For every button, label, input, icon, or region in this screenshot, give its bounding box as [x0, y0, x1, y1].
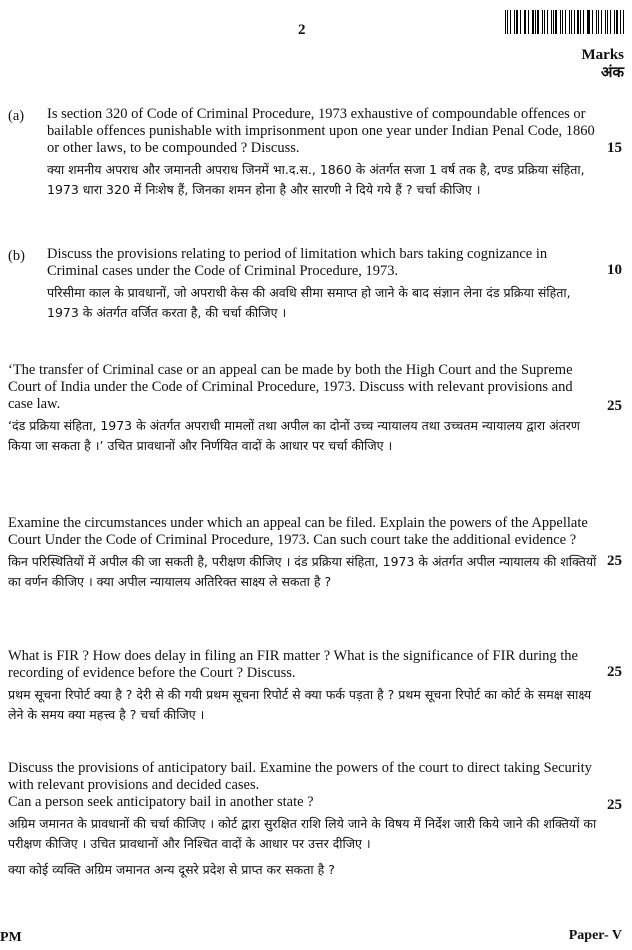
barcode-bar — [620, 10, 621, 34]
barcode-bar — [528, 10, 529, 34]
barcode-bar — [507, 10, 508, 34]
barcode-bar — [596, 10, 597, 34]
barcode-bar — [520, 10, 521, 34]
question-3 — [8, 515, 600, 592]
barcode-bar — [537, 10, 539, 34]
question-1b — [47, 246, 600, 323]
q4-hindi: प्रथम सूचना रिपोर्ट क्या है ? देरी से की गयी प्रथम सूचना रिपोर्ट से क्या फर्क पड़ता है ? प्रथम सूचना रिपोर्ट का कोर्ट के समक्ष साक्ष्य लेने के समय क्या महत्त्व है ? चर्चा कीजिए । — [8, 687, 592, 722]
barcode — [505, 10, 625, 34]
question-4 — [8, 648, 600, 725]
barcode-bar — [565, 10, 566, 34]
q2-english: ‘The transfer of Criminal case or an appeal can be made by both the High Court and the Supreme Court of India under the Code of Criminal Procedure, 1973. Discuss with relevant provisions and case law. — [8, 362, 573, 412]
barcode-bar — [592, 10, 593, 34]
barcode-bar — [516, 10, 518, 34]
q1a-marks: 15 — [607, 140, 622, 156]
q1b-hindi: परिसीमा काल के प्रावधानों, जो अपराधी केस की अवधि सीमा समाप्त हो जाने के बाद संज्ञान लेना दंड प्रक्रिया संहिता, 1973 के अंतर्गत वर्जित करता है, की चर्चा कीजिए । — [47, 285, 571, 320]
marks-header — [582, 46, 625, 82]
barcode-bar — [588, 10, 590, 34]
question-5 — [8, 760, 600, 880]
barcode-bar — [562, 10, 563, 34]
barcode-bar — [535, 10, 536, 34]
barcode-bar — [532, 10, 533, 34]
q1b-label: (b) — [8, 248, 25, 264]
barcode-bar — [560, 10, 562, 34]
barcode-bar — [601, 10, 602, 34]
barcode-bar — [616, 10, 618, 34]
barcode-bar — [571, 10, 572, 34]
barcode-bar — [583, 10, 584, 34]
marks-label-en: Marks — [581, 47, 624, 63]
barcode-bar — [544, 10, 545, 34]
q5-hindi-2: क्या कोई व्यक्ति अग्रिम जमानत अन्य दूसरे प्रदेश से प्राप्त कर सकता है ? — [8, 862, 335, 877]
question-2 — [8, 362, 600, 456]
q3-hindi: किन परिस्थितियों में अपील की जा सकती है, परीक्षण कीजिए । दंड प्रक्रिया संहिता, 1973 के अंतर्गत अपील न्यायालय की शक्तियों का वर्णन कीजिए । क्या अपील न्यायालय अतिरिक्त साक्ष्य ले सकता है ? — [8, 554, 597, 589]
barcode-bar — [525, 10, 526, 34]
barcode-bar — [610, 10, 611, 34]
barcode-bar — [574, 10, 575, 34]
barcode-bar — [555, 10, 556, 34]
q1a-label: (a) — [8, 108, 25, 124]
barcode-bar — [514, 10, 515, 34]
q5-hindi: अग्रिम जमानत के प्रावधानों की चर्चा कीजिए । कोर्ट द्वारा सुरक्षित राशि लिये जाने के विषय में निर्देश जारी किये जाने की शक्तियों का परीक्षण कीजिए । उचित प्रावधानों और निश्चित वादों के आधार पर उत्तर दीजिए । — [8, 816, 597, 851]
barcode-bar — [510, 10, 511, 34]
q1b-marks: 10 — [607, 262, 622, 278]
barcode-bar — [569, 10, 570, 34]
footer-left: PM — [0, 930, 22, 945]
barcode-bar — [542, 10, 543, 34]
barcode-bar — [607, 10, 608, 34]
q1b-english: Discuss the provisions relating to period of limitation which bars taking cognizance in Criminal cases under the Code of Criminal Procedure, 1973. — [47, 246, 548, 279]
footer-paper: Paper- V — [568, 928, 622, 943]
barcode-bar — [553, 10, 554, 34]
question-1a — [47, 106, 600, 200]
q3-marks: 25 — [607, 553, 622, 569]
barcode-bar — [580, 10, 581, 34]
barcode-bar — [505, 10, 506, 34]
q2-hindi: ‘दंड प्रक्रिया संहिता, 1973 के अंतर्गत अपराधी मामलों तथा अपील का दोनों उच्च न्यायालय तथा उच्चतम न्यायालय द्वारा अंतरण किया जा सकता है ।’ उचित प्रावधानों और निर्णयित वादों के आधार पर चर्चा कीजिए । — [8, 418, 580, 453]
barcode-bar — [577, 10, 578, 34]
page-number: 2 — [298, 22, 306, 38]
q4-english: What is FIR ? How does delay in filing an FIR matter ? What is the significance of FIR during the recording of evidence before the Court ? Discuss. — [8, 648, 578, 681]
barcode-bar — [551, 10, 552, 34]
barcode-bar — [524, 10, 525, 34]
q1a-english: Is section 320 of Code of Criminal Procedure, 1973 exhaustive of compoundable offences or bailable offences punishable with imprisonment upon one year under Indian Penal Code, 1860 or other laws, to be compounded ? Discuss. — [47, 106, 595, 156]
barcode-bar — [598, 10, 599, 34]
q2-marks: 25 — [607, 398, 622, 414]
q5-marks: 25 — [607, 797, 622, 813]
barcode-bar — [547, 10, 548, 34]
q5-english-2: Can a person seek anticipatory bail in another state ? — [8, 794, 314, 810]
q4-marks: 25 — [607, 664, 622, 680]
q5-english: Discuss the provisions of anticipatory bail. Examine the powers of the court to direct taking Security with relevant provisions and decided cases. — [8, 760, 592, 793]
barcode-bar — [605, 10, 606, 34]
marks-label-hi: अंक — [601, 65, 624, 81]
q3-english: Examine the circumstances under which an appeal can be filed. Explain the powers of the Appellate Court Under the Code of Criminal Procedure, 1973. Can such court take the additional evidence ? — [8, 515, 588, 548]
barcode-bar — [623, 10, 624, 34]
barcode-bar — [587, 10, 588, 34]
q1a-hindi: क्या शमनीय अपराध और जमानती अपराध जिनमें भा.द.स., 1860 के अंतर्गत सजा 1 वर्ष तक है, दण्ड प्रक्रिया संहिता, 1973 धारा 320 में निःशेष हैं, जिनका शमन होना है और सारणी ने दिये गये हैं ? चर्चा कीजिए । — [47, 162, 585, 197]
barcode-bar — [614, 10, 615, 34]
